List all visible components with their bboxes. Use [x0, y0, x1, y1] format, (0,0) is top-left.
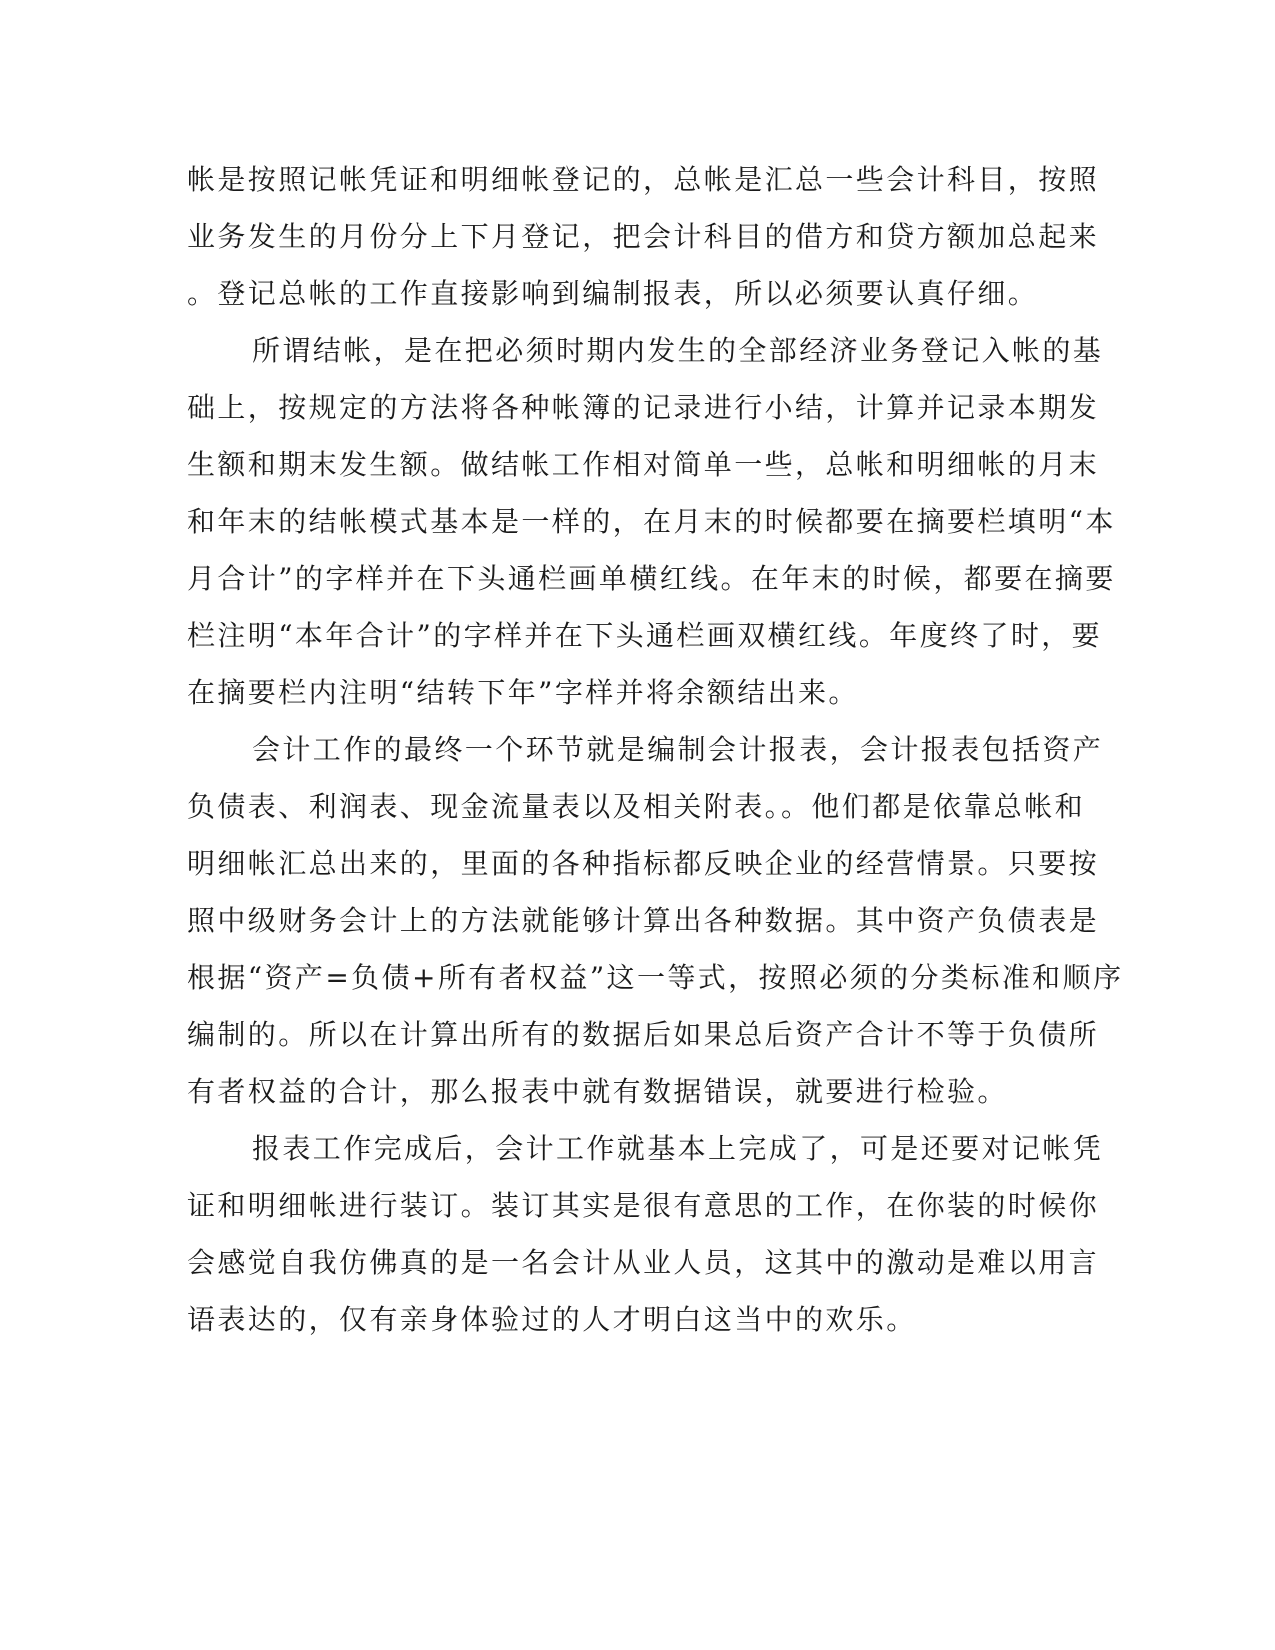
- text-line: 语表达的，仅有亲身体验过的人才明白这当中的欢乐。: [187, 1303, 917, 1336]
- text-line: 会感觉自我仿佛真的是一名会计从业人员，这其中的激动是难以用言: [187, 1246, 1100, 1279]
- text-line: 。登记总帐的工作直接影响到编制报表，所以必须要认真仔细。: [187, 277, 1039, 310]
- paragraph-first-line: 报表工作完成后，会计工作就基本上完成了，可是还要对记帐凭: [252, 1132, 1104, 1165]
- text-line: 在摘要栏内注明“结转下年”字样并将余额结出来。: [187, 676, 859, 709]
- text-line: 生额和期末发生额。做结帐工作相对简单一些，总帐和明细帐的月末: [187, 448, 1100, 481]
- text-line: 础上，按规定的方法将各种帐簿的记录进行小结，计算并记录本期发: [187, 391, 1100, 424]
- text-line: 业务发生的月份分上下月登记，把会计科目的借方和贷方额加总起来: [187, 220, 1100, 253]
- text-line: 负债表、利润表、现金流量表以及相关附表。。他们都是依靠总帐和: [187, 790, 1086, 823]
- text-line: 照中级财务会计上的方法就能够计算出各种数据。其中资产负债表是: [187, 904, 1100, 937]
- text-line: 栏注明“本年合计”的字样并在下头通栏画双横红线。年度终了时，要: [187, 619, 1103, 652]
- text-line: 根据“资产=负债+所有者权益”这一等式，按照必须的分类标准和顺序: [187, 961, 1124, 994]
- text-line: 月合计”的字样并在下头通栏画单横红线。在年末的时候，都要在摘要: [187, 562, 1116, 595]
- paragraph-first-line: 会计工作的最终一个环节就是编制会计报表，会计报表包括资产: [252, 733, 1104, 766]
- text-line: 有者权益的合计，那么报表中就有数据错误，就要进行检验。: [187, 1075, 1008, 1108]
- paragraph-first-line: 所谓结帐，是在把必须时期内发生的全部经济业务登记入帐的基: [252, 334, 1104, 367]
- text-line: 明细帐汇总出来的，里面的各种指标都反映企业的经营情景。只要按: [187, 847, 1100, 880]
- text-line: 帐是按照记帐凭证和明细帐登记的，总帐是汇总一些会计科目，按照: [187, 163, 1100, 196]
- text-line: 和年末的结帐模式基本是一样的，在月末的时候都要在摘要栏填明“本: [187, 505, 1116, 538]
- text-line: 编制的。所以在计算出所有的数据后如果总后资产合计不等于负债所: [187, 1018, 1100, 1051]
- text-line: 证和明细帐进行装订。装订其实是很有意思的工作，在你装的时候你: [187, 1189, 1100, 1222]
